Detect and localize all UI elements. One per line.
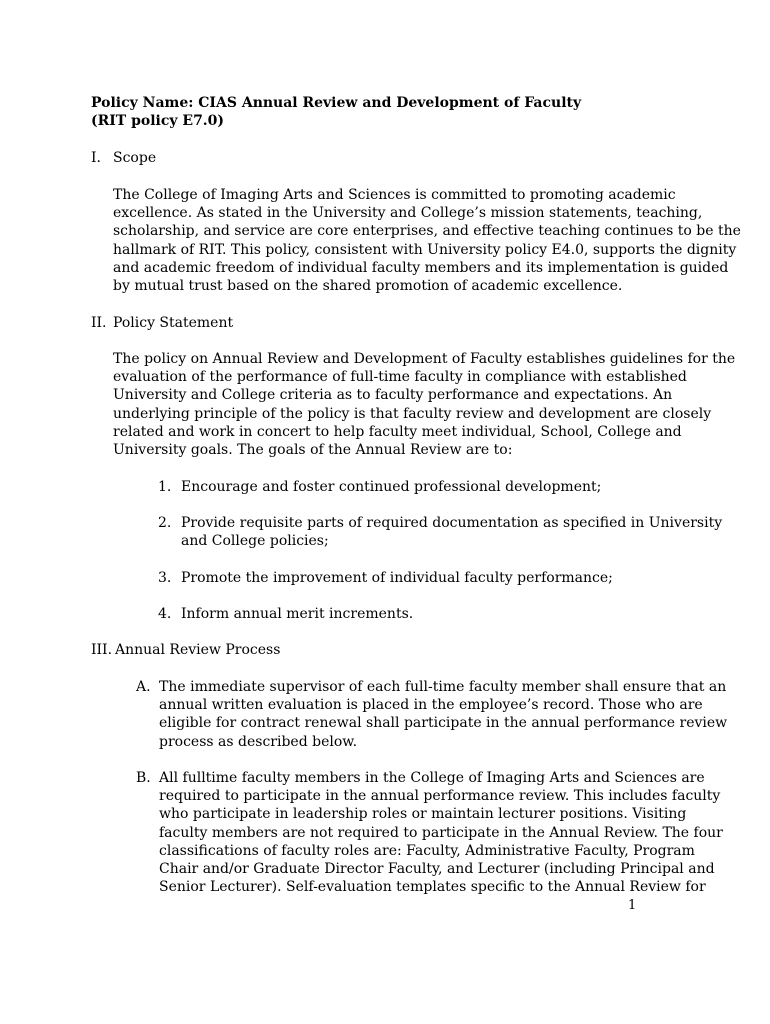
policy-title-line-1: Policy Name: CIAS Annual Review and Development of Faculty xyxy=(91,95,582,111)
list-marker: B. xyxy=(136,770,151,786)
list-item-text: eligible for contract renewal shall participate in the annual performance review xyxy=(159,715,728,732)
paragraph-line: evaluation of the performance of full-time faculty in compliance with established xyxy=(113,369,687,386)
section-scope-heading xyxy=(91,149,157,167)
list-item-text: Encourage and foster continued professional development; xyxy=(181,479,602,495)
list-item-text: Provide requisite parts of required documentation as specified in University xyxy=(181,515,723,531)
paragraph-line: University and College criteria as to faculty performance and expectations. An xyxy=(113,387,673,404)
scope-paragraph xyxy=(113,186,741,295)
list-item-text: Senior Lecturer). Self-evaluation templates specific to the Annual Review for xyxy=(159,879,706,896)
paragraph-line: scholarship, and service are core enterprises, and effective teaching continues to be the xyxy=(113,223,741,240)
section-number: III. xyxy=(91,642,113,658)
policy-paragraph xyxy=(113,350,736,459)
paragraph-line: and academic freedom of individual faculty members and its implementation is guided xyxy=(113,259,729,276)
paragraph-line: excellence. As stated in the University and College’s mission statements, teaching, xyxy=(113,205,703,222)
section-number: II. xyxy=(91,315,107,331)
paragraph-line: underlying principle of the policy is that faculty review and development are closely xyxy=(113,405,712,422)
policy-title-line-2: (RIT policy E7.0) xyxy=(91,113,225,130)
paragraph-line: The policy on Annual Review and Development of Faculty establishes guidelines for the xyxy=(113,351,736,367)
list-item-text: annual written evaluation is placed in the employee’s record. Those who are xyxy=(159,697,703,714)
list-item-text: faculty members are not required to participate in the Annual Review. The four xyxy=(159,824,723,841)
list-marker: 1. xyxy=(158,479,172,495)
list-marker: 4. xyxy=(158,606,172,622)
page-number: 1 xyxy=(628,898,637,913)
section-process-heading xyxy=(91,641,281,659)
list-item-text: classifications of faculty roles are: Faculty, Administrative Faculty, Program xyxy=(159,842,695,859)
list-item-text: All fulltime faculty members in the College of Imaging Arts and Sciences are xyxy=(159,770,705,786)
paragraph-line: University goals. The goals of the Annual Review are to: xyxy=(113,442,513,459)
list-item-text: Promote the improvement of individual faculty performance; xyxy=(181,570,613,586)
paragraph-line: by mutual trust based on the shared promotion of academic excellence. xyxy=(113,278,623,295)
list-marker: 3. xyxy=(158,570,172,586)
section-policy-heading xyxy=(91,314,234,332)
section-number: I. xyxy=(91,150,101,166)
list-item-text: Inform annual merit increments. xyxy=(181,606,414,622)
paragraph-line: related and work in concert to help faculty meet individual, School, College and xyxy=(113,423,682,440)
list-marker: 2. xyxy=(158,515,172,531)
list-item-text: Chair and/or Graduate Director Faculty, and Lecturer (including Principal and xyxy=(159,861,715,878)
list-item-text: who participate in leadership roles or maintain lecturer positions. Visiting xyxy=(159,806,687,823)
list-marker: A. xyxy=(136,679,151,695)
section-title: Policy Statement xyxy=(113,315,234,331)
list-item-text: and College policies; xyxy=(181,533,329,550)
section-title: Scope xyxy=(113,150,157,166)
list-item-text: required to participate in the annual performance review. This includes faculty xyxy=(159,788,721,805)
list-item-text: The immediate supervisor of each full-time faculty member shall ensure that an xyxy=(159,679,727,695)
paragraph-line: The College of Imaging Arts and Sciences is committed to promoting academic xyxy=(113,187,676,203)
policy-title xyxy=(91,94,691,130)
list-item-text: process as described below. xyxy=(159,733,358,750)
section-title: Annual Review Process xyxy=(115,642,281,658)
paragraph-line: hallmark of RIT. This policy, consistent with University policy E4.0, supports the dignity xyxy=(113,241,737,258)
